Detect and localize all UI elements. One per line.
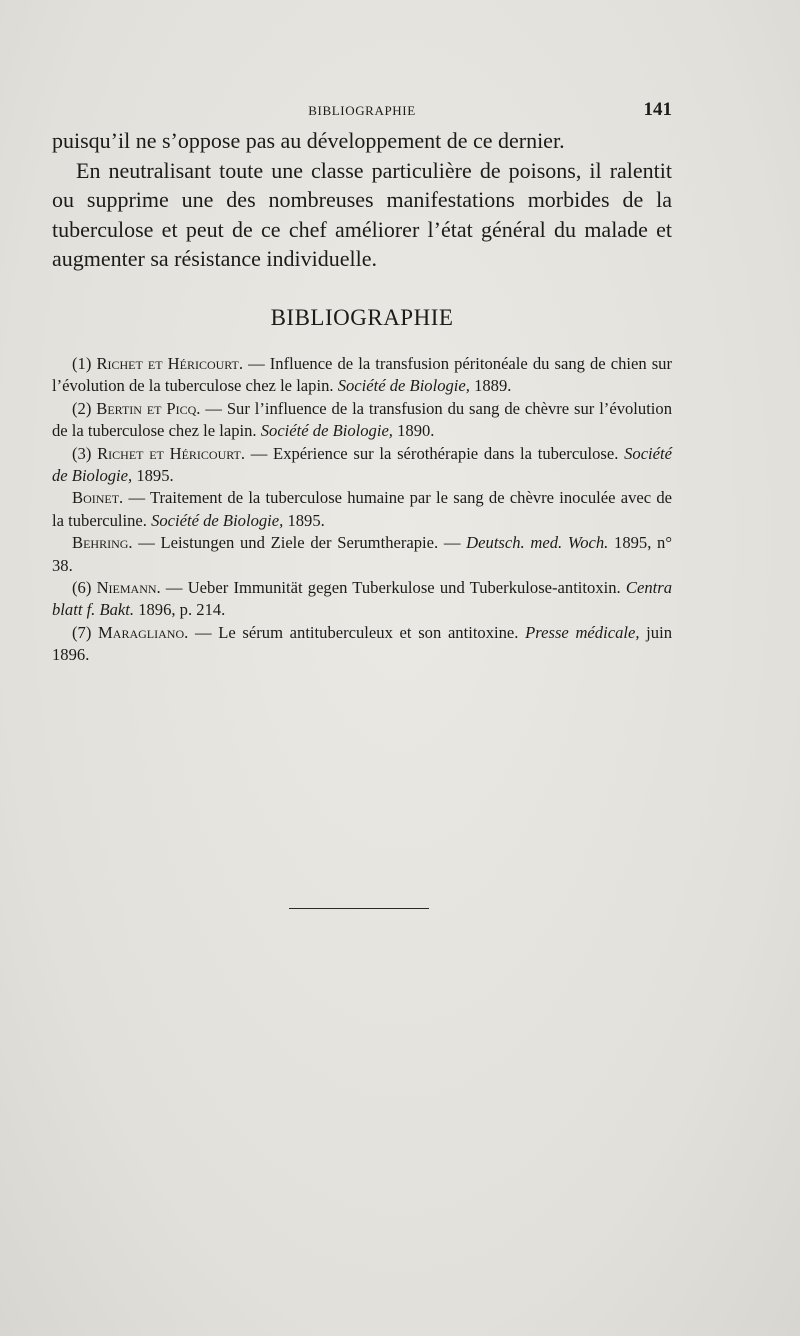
reference-item [52,532,672,577]
reference-item [52,353,672,398]
reference-text: — Sur l’influence de la transfusion du sang de chèvre sur l’évolution de la tuberculose chez le lapin. [52,398,673,441]
reference-authors: Richet et Héricourt. [97,443,246,463]
running-title: BIBLIOGRAPHIE [308,103,416,118]
reference-item [52,443,672,488]
reference-source: Deutsch. med. Woch. [466,533,609,553]
reference-tail: 1896, p. 214. [134,600,226,620]
reference-authors: Niemann. [96,578,161,598]
reference-number: (3) [72,443,92,463]
reference-number: (2) [72,398,92,418]
reference-tail: 1895, n° 38. [52,533,672,575]
reference-number: (6) [72,578,92,598]
reference-source: Presse médicale, [525,622,640,642]
reference-number: (1) [72,354,92,373]
reference-source: Société de Biologie, [337,376,470,396]
reference-item [52,577,672,622]
reference-tail: juin 1896. [52,622,672,665]
reference-source: Société de Biologie, [260,421,393,441]
reference-item [52,487,672,532]
reference-authors: Richet et Héricourt. [96,354,244,373]
reference-text: — Leistungen und Ziele der Serumtherapie. — [132,533,467,553]
reference-source: Société de Biologie, [52,443,673,486]
paragraph-continuation: puisqu’il ne s’oppose pas au développement de ce dernier. [52,128,565,153]
reference-item [52,398,672,443]
reference-text: — Le sérum antituberculeux et son antitoxine. [188,622,526,642]
reference-authors: Bertin et Picq. [96,398,201,418]
paragraph: En neutralisant toute une classe particulière de poisons, il ralentit ou supprime une des nombreuses manifestations morbides de la tuberculose et peut de ce chef améliorer l’état général du malade et augmenter sa résistance individuelle. [52,157,672,271]
reference-text: — Ueber Immunität gegen Tuberkulose und Tuberkulose-antitoxin. [160,578,626,598]
reference-authors: Maragliano. [98,622,189,642]
reference-tail: 1890. [392,421,435,441]
section-title: BIBLIOGRAPHIE [270,305,454,330]
reference-tail: 1889. [469,376,512,396]
reference-tail: 1895. [132,466,174,486]
reference-list [52,353,672,667]
body-text [52,126,672,274]
page-number: 141 [643,99,672,120]
reference-number: (7) [72,622,92,642]
section-end-rule [289,908,429,909]
reference-text: — Traitement de la tuberculose humaine par le sang de chèvre inoculée avec de la tuberculine. [52,488,672,530]
reference-tail: 1895. [283,510,325,530]
reference-text: — Influence de la transfusion péritonéale du sang de chien sur l’évolution de la tuberculose chez le lapin. [52,354,672,396]
reference-text: — Expérience sur la sérothérapie dans la tuberculose. [245,443,625,463]
reference-source: Centra blatt f. Bakt. [52,578,672,620]
reference-source: Société de Biologie, [151,510,284,530]
reference-item [52,622,672,667]
running-header [52,101,672,121]
reference-authors: Boinet. [72,488,124,508]
reference-authors: Behring. [72,533,133,553]
